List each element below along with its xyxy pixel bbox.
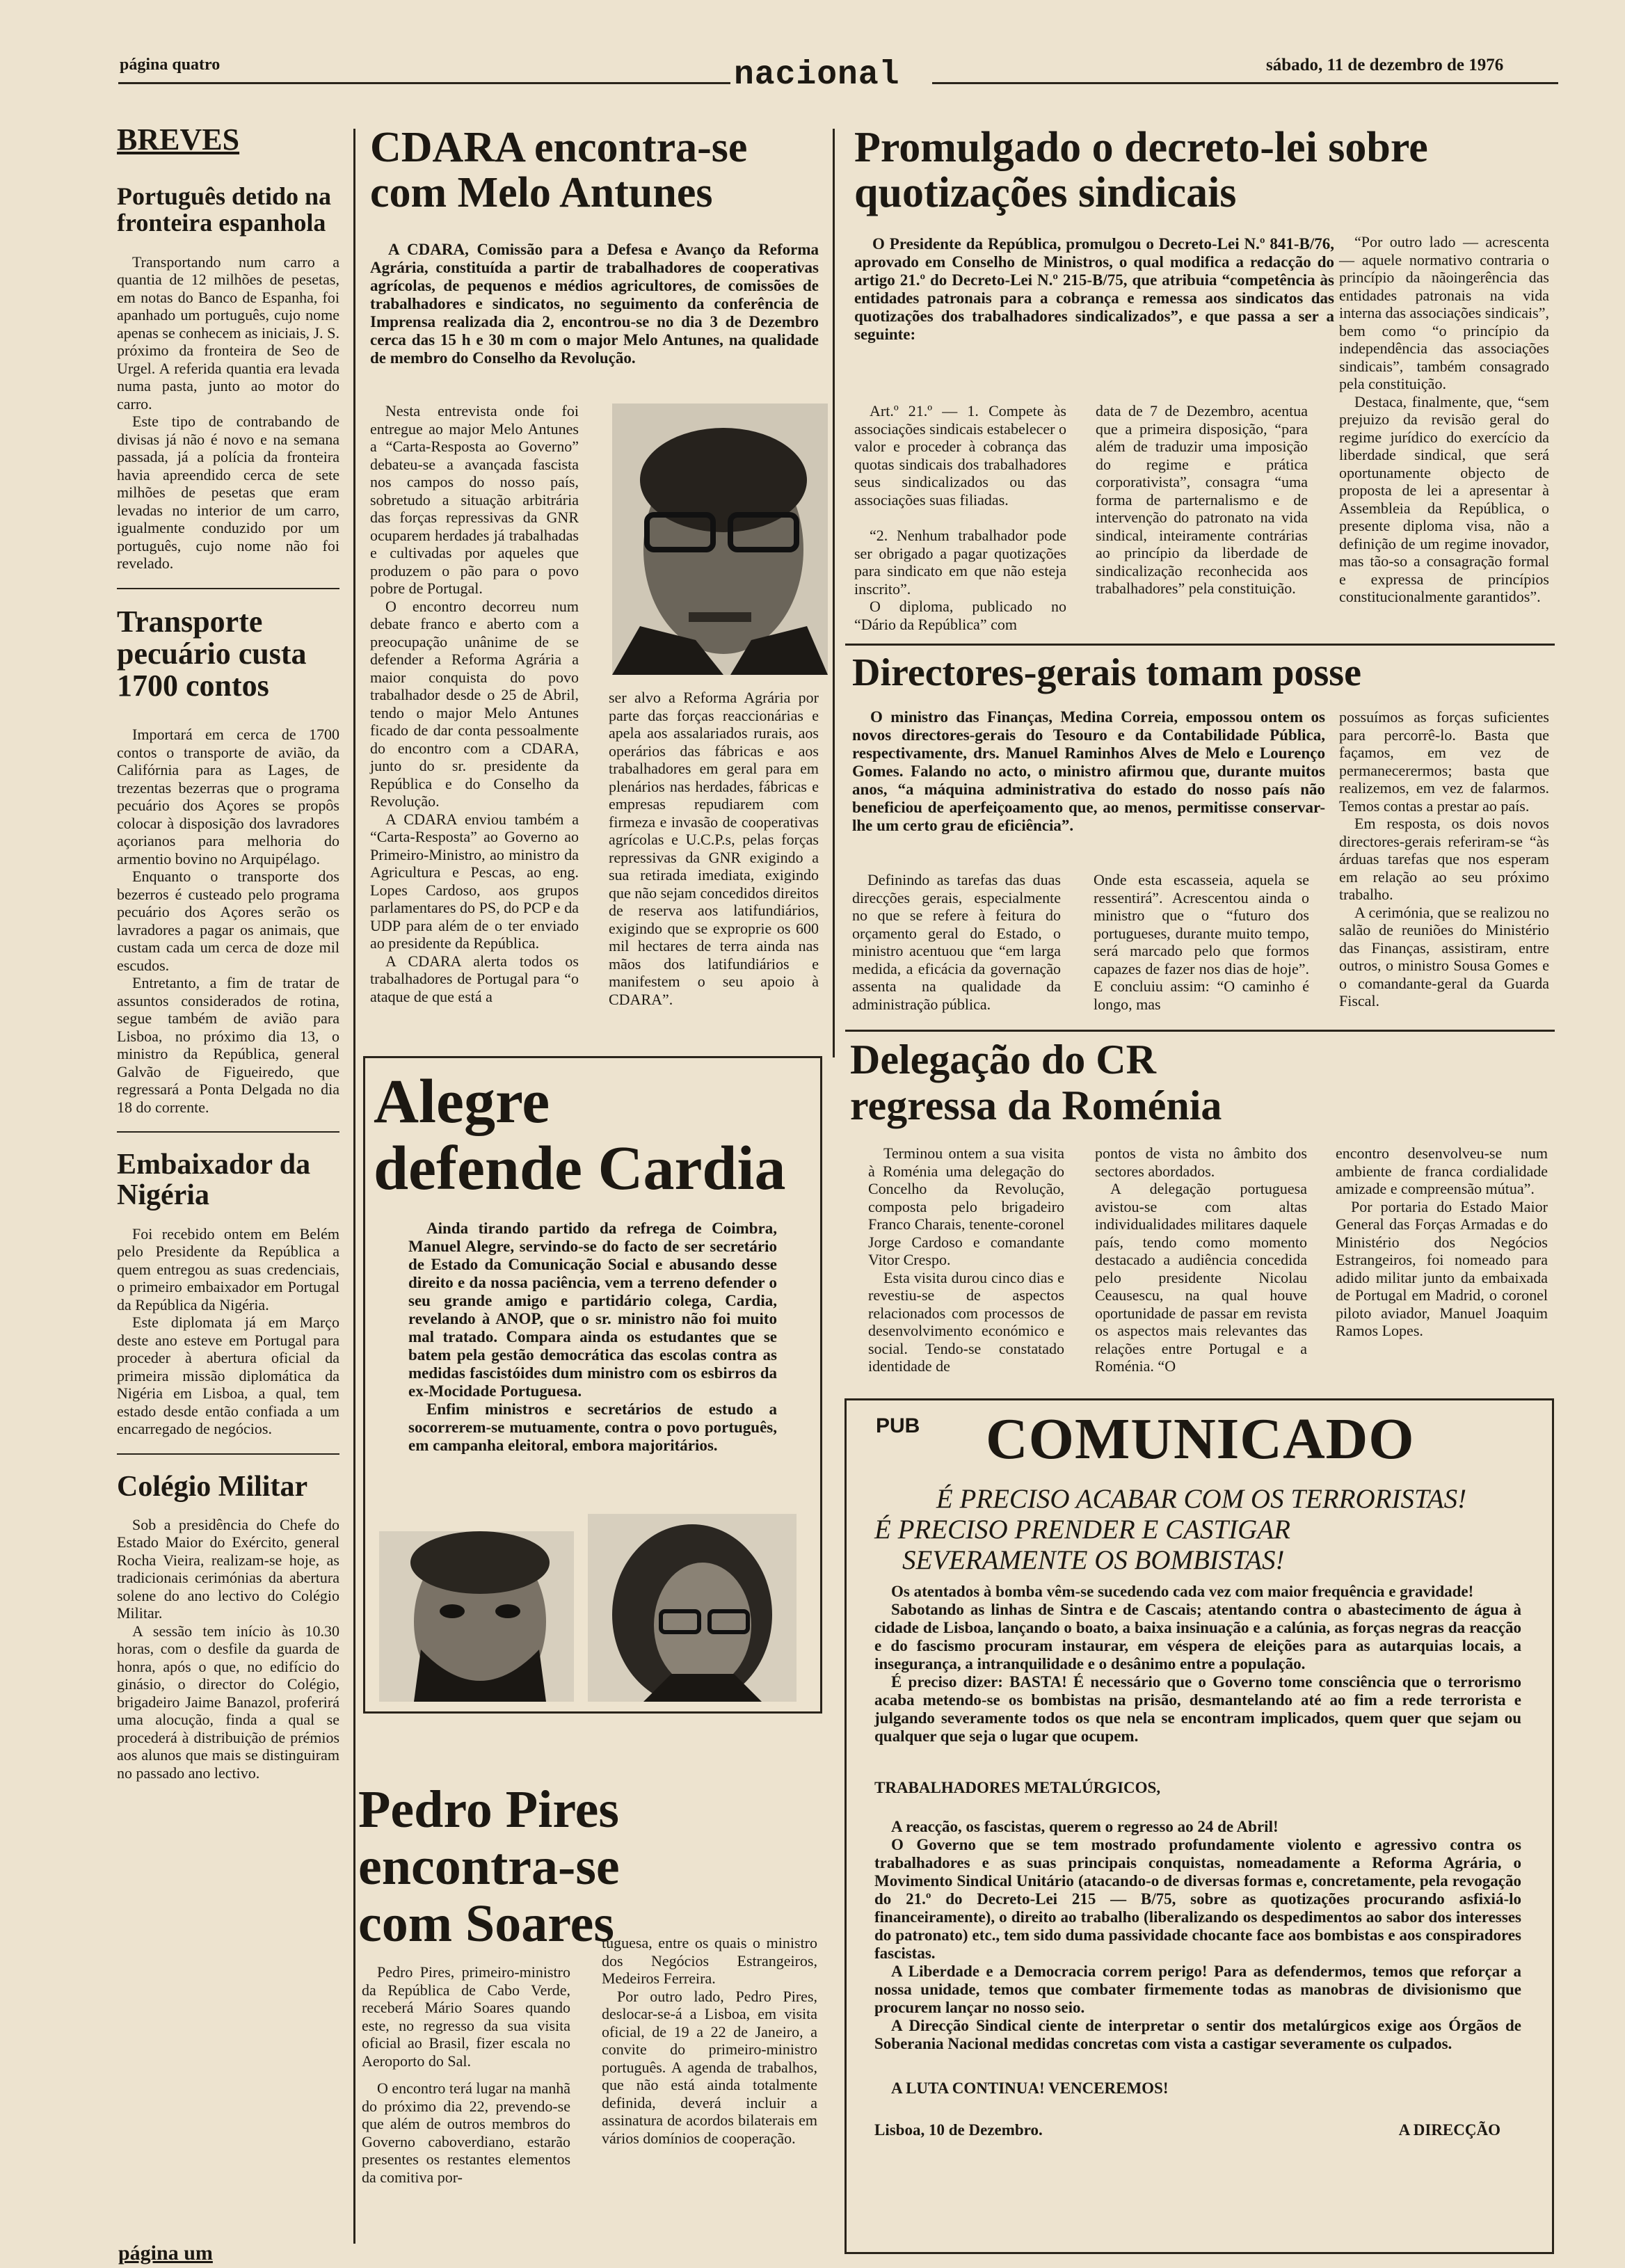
paragraph: Entretanto, a fim de tratar de assuntos considerados de rotina, segue também de avião para Lisboa, no próximo dia 13, o ministro da República, general Galvão de Figueiredo, que regressará a Ponta Delgada no dia 18 do corrente. <box>117 974 339 1116</box>
romenia-col-3 <box>1336 1144 1548 1340</box>
portrait-image <box>379 1531 574 1702</box>
paragraph: Este tipo de contrabando de divisas já não é novo e na semana passada, já a polícia da fronteira havia apreendido cerca de sete milhões de pesetas que eram levadas no interior de um carro, igualmente conduzido por um português, cujo nome não foi revelado. <box>117 413 339 573</box>
page-label-top: página quatro <box>120 56 221 74</box>
issue-date: sábado, 11 de dezembro de 1976 <box>1266 56 1504 74</box>
lead-paragraph: O ministro das Finanças, Medina Correia, empossou ontem os novos directores-gerais do Tesouro e da Contabilidade Pública, respectivamente, drs. Manuel Raminhos Alves de Melo e Lourenço Gomes. Falando no acto, o ministro afirmou que, durante muitos anos, “a máquina administrativa do estado do nosso país não beneficiou de aperfeiçoamento que, ao menos, permitisse conservar-lhe um certo grau de eficiência”. <box>852 708 1325 834</box>
lead-paragraph: A CDARA, Comissão para a Defesa e Avanço da Reforma Agrária, constituída a partir de trabalhadores de cooperativas agrícolas, de pequenos e médios agricultores, de comissões de trabalhadores e sindicatos, no seguimento da conferência de Imprensa realizada dia 2, encontrou-se no dia 3 de Dezembro cerca das 15 h e 30 m com o major Melo Antunes, na qualidade de membro do Conselho da Revolução. <box>370 241 819 367</box>
paragraph: O encontro terá lugar na manhã do próximo dia 22, prevendo-se que além de outros membros do Governo caboverdiano, estarão presentes os restantes elementos da comitiva por- <box>362 2079 570 2186</box>
paragraph: Por outro lado, Pedro Pires, deslocar-se-á a Lisboa, em visita oficial, de 19 a 22 de Janeiro, a convite do primeiro-ministro português. A agenda de trabalhos, que não está ainda totalmente definida, deverá incluir a assinatura de acordos bilaterais em vários domínios de cooperação. <box>602 1987 817 2147</box>
divider <box>117 588 339 589</box>
article-portugues-detido <box>117 184 339 573</box>
divider <box>117 1453 339 1455</box>
paragraph: Terminou ontem a sua visita à Roménia uma delegação do Concelho da Revolução, composta pelo brigadeiro Franco Charais, tenente-coronel Jorge Cardoso e comandante Vitor Crespo. <box>868 1144 1064 1268</box>
article-embaixador-nigeria <box>117 1149 339 1437</box>
article-transporte-pecuario <box>117 606 339 1117</box>
cdara-col-1 <box>370 402 579 1005</box>
photo-cardia <box>588 1514 797 1702</box>
masthead-rule-right <box>932 82 1558 84</box>
signature-row <box>874 2121 1521 2149</box>
pires-col-1 <box>362 1963 570 2186</box>
paragraph: Destaca, finalmente, que, “sem prejuizo da revisão geral do regime jurídico do exercício da liberdade sindical, que será oportunamente objecto de proposta de lei a apresentar à Assembleia da República, o presente diploma visa, não a definição de um regime inovador, mas tão-so a consagração formal e expressa de princípios constitucionalmente garantidos”. <box>1339 392 1549 605</box>
addressee: TRABALHADORES METALÚRGICOS, <box>874 1779 1161 1796</box>
paragraph: Enquanto o transporte dos bezerros é custeado pelo programa pecuário dos Açores serão os lavradores a pagar os animais, que custam cada um cerca de doze mil escudos. <box>117 868 339 974</box>
paragraph: Enfim ministros e secretários de estudo a socorrerem-se mutuamente, contra o povo português, em campanha eleitoral, embora majoritários. <box>408 1400 777 1454</box>
slogan-line-1: É PRECISO ACABAR COM OS TERRORISTAS! <box>936 1484 1467 1514</box>
headline-line-1: Alegre <box>374 1067 550 1136</box>
headline: Transporte pecuário custa 1700 contos <box>117 604 307 703</box>
directores-lead-col <box>852 708 1325 835</box>
lead-paragraph: Ainda tirando partido da refrega de Coimbra, Manuel Alegre, servindo-se do facto de ser secretário de Estado da Comunicação Social e abusando desse direito e da nossa paciência, vem a terreno defender o seu grande amigo e partidário colega, Cardia, revelando à ANOP, que o sr. ministro não foi muito mal tratado. Compara ainda os estudantes que se batem pela gestão democrática das escolas contra as medidas fascistóides dum ministro com os esbirros da ex-Mocidade Portuguesa. <box>408 1220 777 1400</box>
paragraph: Em resposta, os dois novos directores-gerais referiram-se “às árduas tarefas que nos esperam em relação ao seu próximo trabalho. <box>1339 815 1549 903</box>
place-date: Lisboa, 10 de Dezembro. <box>874 2121 1043 2139</box>
paragraph: Os atentados à bomba vêm-se sucedendo cada vez com maior frequência e gravidade! <box>891 1583 1474 1600</box>
paragraph: A Direcção Sindical ciente de interpretar o sentir dos metalúrgicos exige aos Órgãos de Soberania Nacional medidas concretas com vista a castigar severamente os culpados. <box>874 2017 1521 2052</box>
headline: Português detido na fronteira espanhola <box>117 182 332 237</box>
headline-line-3: com Soares <box>358 1894 614 1953</box>
masthead-rule-left <box>118 82 730 84</box>
article-alegre-box <box>363 1056 822 1714</box>
paragraph: Sob a presidência do Chefe do Estado Maior do Exército, general Rocha Vieira, realizam-se hoje, as tradicionais cerimónias da abertura solene do ano lectivo do Colégio Militar. <box>117 1515 339 1622</box>
paragraph: Esta visita durou cinco dias e revestiu-se de aspectos relacionados com processos de desenvolvimento económico e social. Tendo-se constatado identidade de <box>868 1268 1064 1375</box>
headline-line-1: Pedro Pires <box>358 1780 619 1839</box>
paragraph: É preciso dizer: BASTA! É necessário que o Governo tome consciência que o terrorismo acaba metendo-se os bombistas na prisão, desmantelando até ao fim a rede terrorista e julgando severamente todos os que nela se encontram implicados, quem quer que sejam ou qualquer que seja o lugar que ocupem. <box>874 1673 1521 1745</box>
headline: Directores-gerais tomam posse <box>852 651 1361 694</box>
decreto-lead-col <box>854 235 1334 344</box>
paragraph: Art.º 21.º — 1. Compete às associações sindicais estabelecer o valor e proceder à cobrança das quotas sindicais dos trabalhadores seus sindicalizados ou das associações suas filiadas. <box>854 402 1066 509</box>
headline: Promulgado o decreto-lei sobre quotizações sindicais <box>854 124 1428 217</box>
cdara-col-2 <box>609 689 819 1008</box>
portrait-image <box>612 404 828 675</box>
signature: A DIRECÇÃO <box>1398 2121 1500 2139</box>
headline-line-2: defende Cardia <box>374 1134 786 1203</box>
slogan-line-2: É PRECISO PRENDER E CASTIGAR <box>874 1515 1290 1544</box>
decreto-col-2 <box>1096 402 1308 598</box>
paragraph: Por portaria do Estado Maior General das Forças Armadas e do Ministério dos Negócios Estrangeiros, foi nomeado para adido militar junto da embaixada de Portugal em Madrid, o coronel piloto aviador, Manuel Joaquim Ramos Lopes. <box>1336 1197 1548 1339</box>
headline: Colégio Militar <box>117 1470 308 1503</box>
paragraph: Sabotando as linhas de Sintra e de Cascais; atentando contra o abastecimento de água à cidade de Lisboa, lançando o boato, a baixa insinuação e a calúnia, as forças negras da reacção e do fascismo procuram instaurar, em véspera de eleições para as autarquias locais, a insegurança, a intranquilidade e o desânimo entre a população. <box>874 1601 1521 1672</box>
slogan-block <box>860 1484 1542 1576</box>
article-cdara <box>370 125 819 367</box>
paragraph: “Por outro lado — acrescenta — aquele normativo contraria o princípio da nãoingerência das entidades patronais na vida interna das associações sindicais”, bem como “o princípio da independência das associações sindicais”, também consagrado pela constituição. <box>1339 233 1549 392</box>
divider <box>117 1131 339 1133</box>
romenia-col-2 <box>1095 1144 1307 1375</box>
directores-col-1 <box>852 871 1061 1013</box>
paragraph: Este diplomata já em Março deste ano esteve em Portugal para proceder à abertura oficial da primeira missão diplomática da Nigéria em Lisboa, a qual, tem estado desde então confiada a um encarregado de negócios. <box>117 1313 339 1438</box>
paragraph: A CDARA enviou também a “Carta-Resposta” ao Governo ao Primeiro-Ministro, ao ministro da Agricultura e Pescas, ao eng. Lopes Cardoso, aos grupos parlamentares do PS, do PCP e da UDP para além de o ter enviado ao presidente da República. <box>370 810 579 952</box>
paragraph: A Liberdade e a Democracia correm perigo! Para as defendermos, temos que reforçar a nossa unidade, temos que combater firmemente todas as manobras de divisionismo que procurem lançar no nosso seio. <box>874 1963 1521 2016</box>
breves-title: BREVES <box>117 122 240 157</box>
paragraph: Foi recebido ontem em Belém pelo Presidente da República a quem entregou as suas credenciais, o primeiro embaixador em Portugal da República da Nigéria. <box>117 1224 339 1313</box>
divider <box>845 644 1555 646</box>
paragraph: A CDARA alerta todos os trabalhadores de Portugal para “o ataque de que está a <box>370 952 579 1005</box>
paragraph: data de 7 de Dezembro, acentua que a primeira disposição, “para além de traduzir uma imposição do regime e prática corporativista”, consagra “uma forma de parternalismo e de intervenção do patronato na vida sindical, inteiramente contrárias ao princípio da liberdade de sindicalização reconhecida aos trabalhadores” pela constituição. <box>1096 402 1308 597</box>
paragraph: A cerimónia, que se realizou no salão de reuniões do Ministério das Finanças, assistiram, entre outros, o ministro Sousa Gomes e o comandante-geral da Guarda Fiscal. <box>1339 903 1549 1009</box>
headline-line-2: encontra-se <box>358 1837 620 1896</box>
paragraph: A sessão tem início às 10.30 horas, com o desfile da guarda de honra, após o que, no edifício do ginásio, o director do Colégio, brigadeiro Jaime Banazol, proferirá uma alocução, finda a qual se procederá à distribuição de prémios aos alunos que mais se distinguiram no passado ano lectivo. <box>117 1622 339 1782</box>
paragraph: Pedro Pires, primeiro-ministro da República de Cabo Verde, receberá Mário Soares quando este, no regresso da sua visita oficial ao Brasil, fizer escala no Aeroporto do Sal. <box>362 1963 570 2070</box>
pub-label: PUB <box>876 1414 920 1437</box>
breves-column <box>117 124 339 1782</box>
page-label-bottom: página um <box>118 2242 213 2265</box>
headline: Embaixador da Nigéria <box>117 1149 311 1212</box>
directores-col-2 <box>1094 871 1309 1013</box>
paragraph: A reacção, os fascistas, querem o regresso ao 24 de Abril! <box>891 1818 1279 1835</box>
paragraph: Transportando num carro a quantia de 12 milhões de pesetas, em notas do Banco de Espanha, foi apanhado um português, cujo nome apenas se conhecem as iniciais, J. S. próximo da fronteira de Seo de Urgel. A referida quantia era levada numa pasta, junto ao motor do carro. <box>117 253 339 413</box>
rule-left-col <box>353 129 355 2244</box>
paragraph: Importará em cerca de 1700 contos o transporte de avião, da Califórnia para as Lages, de trezentas bezerras que o programa pecuário dos Açores se propôs colocar à disposição dos lavradores açorianos para melhoria do armentio bovino no Arquipélago. <box>117 726 339 868</box>
paragraph: A delegação portuguesa avistou-se com altas individualidades militares daquele país, tendo como momento destacado a audiência concedida pelo presidente Nicolau Ceausescu, na qual houve oportunidade de passar em revista os aspectos mais relevantes das relações entre Portugal e a Roménia. “O <box>1095 1180 1307 1375</box>
paragraph: Onde esta escasseia, aquela se ressentirá”. Acrescentou ainda o ministro que o “futuro dos portugueses, durante muito tempo, será marcado pelo que formos capazes de fazer nos dias de hoje”. E concluiu assim: “O caminho é longo, mas <box>1094 871 1309 1013</box>
paragraph: Nesta entrevista onde foi entregue ao major Melo Antunes a “Carta-Resposta ao Governo” debateu-se a avançada fascista nos campos do nosso país, sobretudo a situação arbitrária das forças repressivas da GNR ocuparem herdades já trabalhadas e cultivadas por aqueles que produzem o pão para o povo pobre de Portugal. <box>370 402 579 597</box>
decreto-col-1 <box>854 402 1066 633</box>
article-directores <box>852 653 1555 708</box>
decreto-col-3 <box>1339 233 1549 606</box>
rule-cdara-decreto <box>833 129 835 1057</box>
lead-paragraph: O Presidente da República, promulgou o Decreto-Lei N.º 841-B/76, aprovado em Conselho de Ministros, o qual modifica a redacção do artigo 21.º do Decreto-Lei N.º 215-B/75, que atribuia “competência às entidades patronais para a cobrança e remessa aos sindicatos das quotizações dos trabalhadores sindicalizados”, e que passa a ser a seguinte: <box>854 235 1334 343</box>
paragraph: tuguesa, entre os quais o ministro dos Negócios Estrangeiros, Medeiros Ferreira. <box>602 1934 817 1987</box>
closing-line: A LUTA CONTINUA! VENCEREMOS! <box>891 2079 1169 2097</box>
photo-manuel-alegre <box>379 1531 574 1702</box>
alegre-body <box>408 1220 777 1455</box>
paragraph: O Governo que se tem mostrado profundamente violento e agressivo contra os trabalhadores e as suas principais conquistas, nomeadamente a Reforma Agrária, o Movimento Sindical Unitário (atacando-o de diversas formas e, concretamente, pela revogação do 21.º do Decreto-Lei 215 — B/75, sobre as quotizações procurando asfixiá-lo financeiramente), o direito ao trabalho (liberalizando os despedimentos ao sabor dos interesses do patronato) etc., tem sido duma passividade chocante face aos bombistas e aos conspiradores fascistas. <box>874 1836 1521 1962</box>
headline: CDARA encontra-se com Melo Antunes <box>370 124 748 217</box>
comunicado-title: COMUNICADO <box>986 1407 1415 1471</box>
portrait-image <box>588 1514 797 1702</box>
paragraph: possuímos as forças suficientes para percorrê-lo. Basta que façamos, em vez de permanecerermos; basta que realizemos, em vez de falarmos. Temos contas a prestar ao país. <box>1339 708 1549 815</box>
slogan-line-3: SEVERAMENTE OS BOMBISTAS! <box>902 1545 1285 1575</box>
article-pedro-pires <box>358 1781 831 1952</box>
romenia-col-1 <box>868 1144 1064 1375</box>
article-colegio-militar <box>117 1471 339 1782</box>
paragraph: pontos de vista no âmbito dos sectores abordados. <box>1095 1144 1307 1180</box>
section-name: nacional <box>734 56 900 94</box>
paragraph: Definindo as tarefas das duas direcções gerais, especialmente no que se refere à feitura do orçamento geral do Estado, o ministro acentuou que “em larga medida, a eficácia da governação assenta na qualidade da administração pública. <box>852 871 1061 1013</box>
paragraph: “2. Nenhum trabalhador pode ser obrigado a pagar quotizações para sindicato em que não esteja inscrito”. <box>854 527 1066 598</box>
article-decreto <box>854 125 1557 237</box>
article-romenia <box>850 1037 1553 1128</box>
headline: Delegação do CR regressa da Roménia <box>850 1037 1222 1128</box>
directores-col-3 <box>1339 708 1549 1010</box>
comunicado-box <box>844 1398 1554 2254</box>
photo-melo-antunes <box>612 404 828 675</box>
pires-col-2 <box>602 1934 817 2147</box>
paragraph: O encontro decorreu num debate franco e aberto com a preocupação unânime de se defender a Reforma Agrária a maior conquista do povo trabalhador desde o 25 de Abril, tendo o major Melo Antunes ficado de dar conta pessoalmente do encontro com a CDARA, junto do sr. presidente da República e do Conselho da Revolução. <box>370 597 579 810</box>
paragraph: ser alvo a Reforma Agrária por parte das forças reaccionárias e apela aos assalariados rurais, aos operários das fábricas e aos trabalhadores em geral para em plenários nas herdades, fábricas e empresas repudiarem com firmeza e invasão de cooperativas agrícolas e U.C.P.s, pelas forças repressivas da GNR exigindo a sua retirada imediata, exigindo que não sejam concedidos direitos de reserva aos latifundiários, exigindo que se exproprie os 600 mil hectares de terra ainda nas mãos dos latifundiários e manifestem o seu apoio à CDARA”. <box>609 689 819 1008</box>
paragraph: encontro desenvolveu-se num ambiente de franca cordialidade amizade e compreensão mútua”. <box>1336 1144 1548 1197</box>
comunicado-body <box>874 1583 1521 2149</box>
divider <box>845 1030 1555 1032</box>
paragraph: O diploma, publicado no “Dário da República” com <box>854 598 1066 633</box>
